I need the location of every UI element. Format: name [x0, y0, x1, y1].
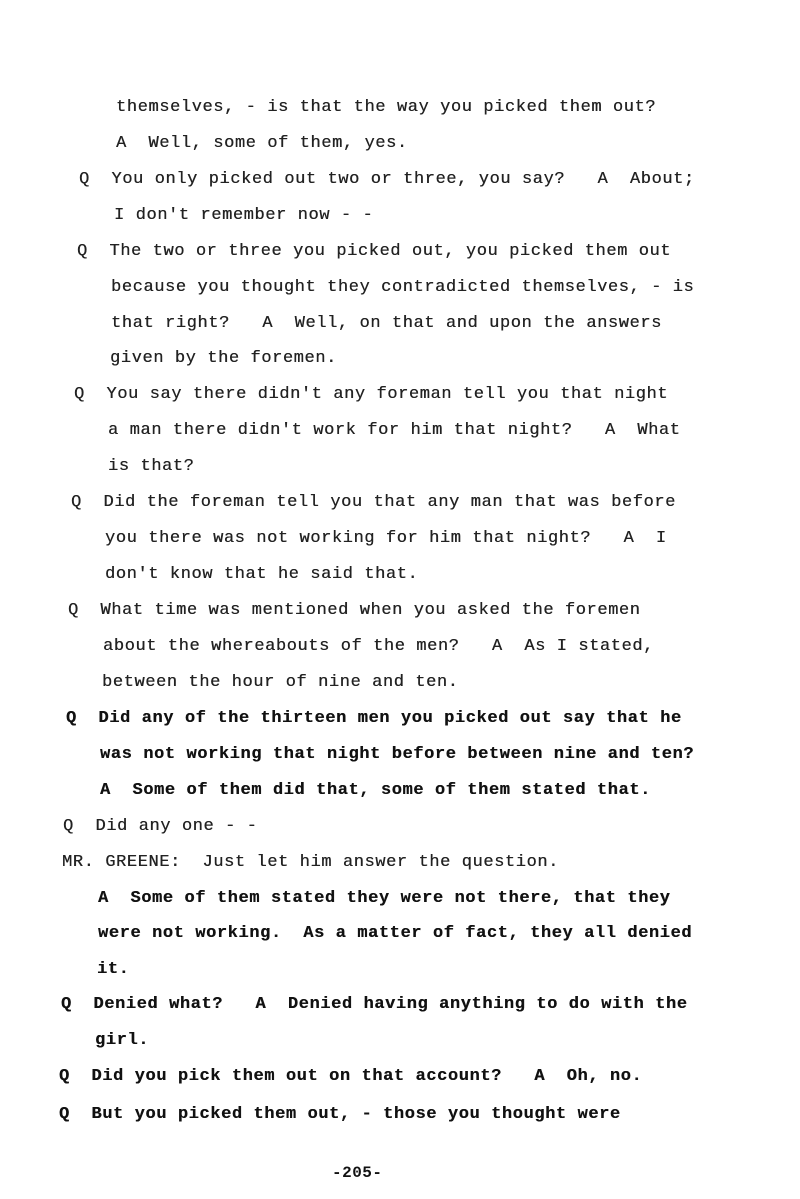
- question-line: Q Did the foreman tell you that any man that was before: [71, 493, 676, 512]
- question-line: Q But you picked them out, - those you thought were: [59, 1105, 621, 1124]
- question-line: Q Did any of the thirteen men you picked out say that he: [66, 709, 682, 728]
- answer-line: A Some of them stated they were not there, that they: [98, 889, 671, 908]
- transcript-line: that right? A Well, on that and upon the answers: [111, 314, 662, 333]
- speaker-line: MR. GREENE: Just let him answer the question.: [62, 853, 559, 872]
- transcript-line: was not working that night before between nine and ten?: [100, 745, 695, 764]
- transcript-line: girl.: [95, 1031, 150, 1050]
- question-line: Q Denied what? A Denied having anything to do with the: [61, 995, 688, 1014]
- transcript-line: it.: [97, 960, 130, 979]
- transcript-line: a man there didn't work for him that night? A What: [108, 421, 681, 440]
- question-line: Q The two or three you picked out, you picked them out: [77, 242, 672, 261]
- answer-line: A Some of them did that, some of them stated that.: [100, 781, 651, 800]
- transcript-line: about the whereabouts of the men? A As I stated,: [103, 637, 654, 656]
- question-line: Q Did any one - -: [63, 817, 258, 836]
- transcript-line: you there was not working for him that night? A I: [105, 529, 667, 548]
- question-line: Q Did you pick them out on that account? A Oh, no.: [59, 1067, 643, 1086]
- question-line: Q You say there didn't any foreman tell you that night: [74, 385, 669, 404]
- question-line: Q You only picked out two or three, you say? A About;: [79, 170, 695, 189]
- transcript-line: were not working. As a matter of fact, they all denied: [98, 924, 693, 943]
- transcript-line: given by the foremen.: [110, 349, 337, 368]
- transcript-line: A Well, some of them, yes.: [116, 134, 408, 153]
- transcript-line: is that?: [108, 457, 195, 476]
- transcript-line: I don't remember now - -: [114, 206, 374, 225]
- transcript-line: themselves, - is that the way you picked them out?: [116, 98, 657, 117]
- question-line: Q What time was mentioned when you asked the foremen: [68, 601, 641, 620]
- transcript-line: between the hour of nine and ten.: [102, 673, 459, 692]
- transcript-line: don't know that he said that.: [105, 565, 419, 584]
- page-number: -205-: [332, 1164, 383, 1182]
- transcript-line: because you thought they contradicted themselves, - is: [111, 278, 695, 297]
